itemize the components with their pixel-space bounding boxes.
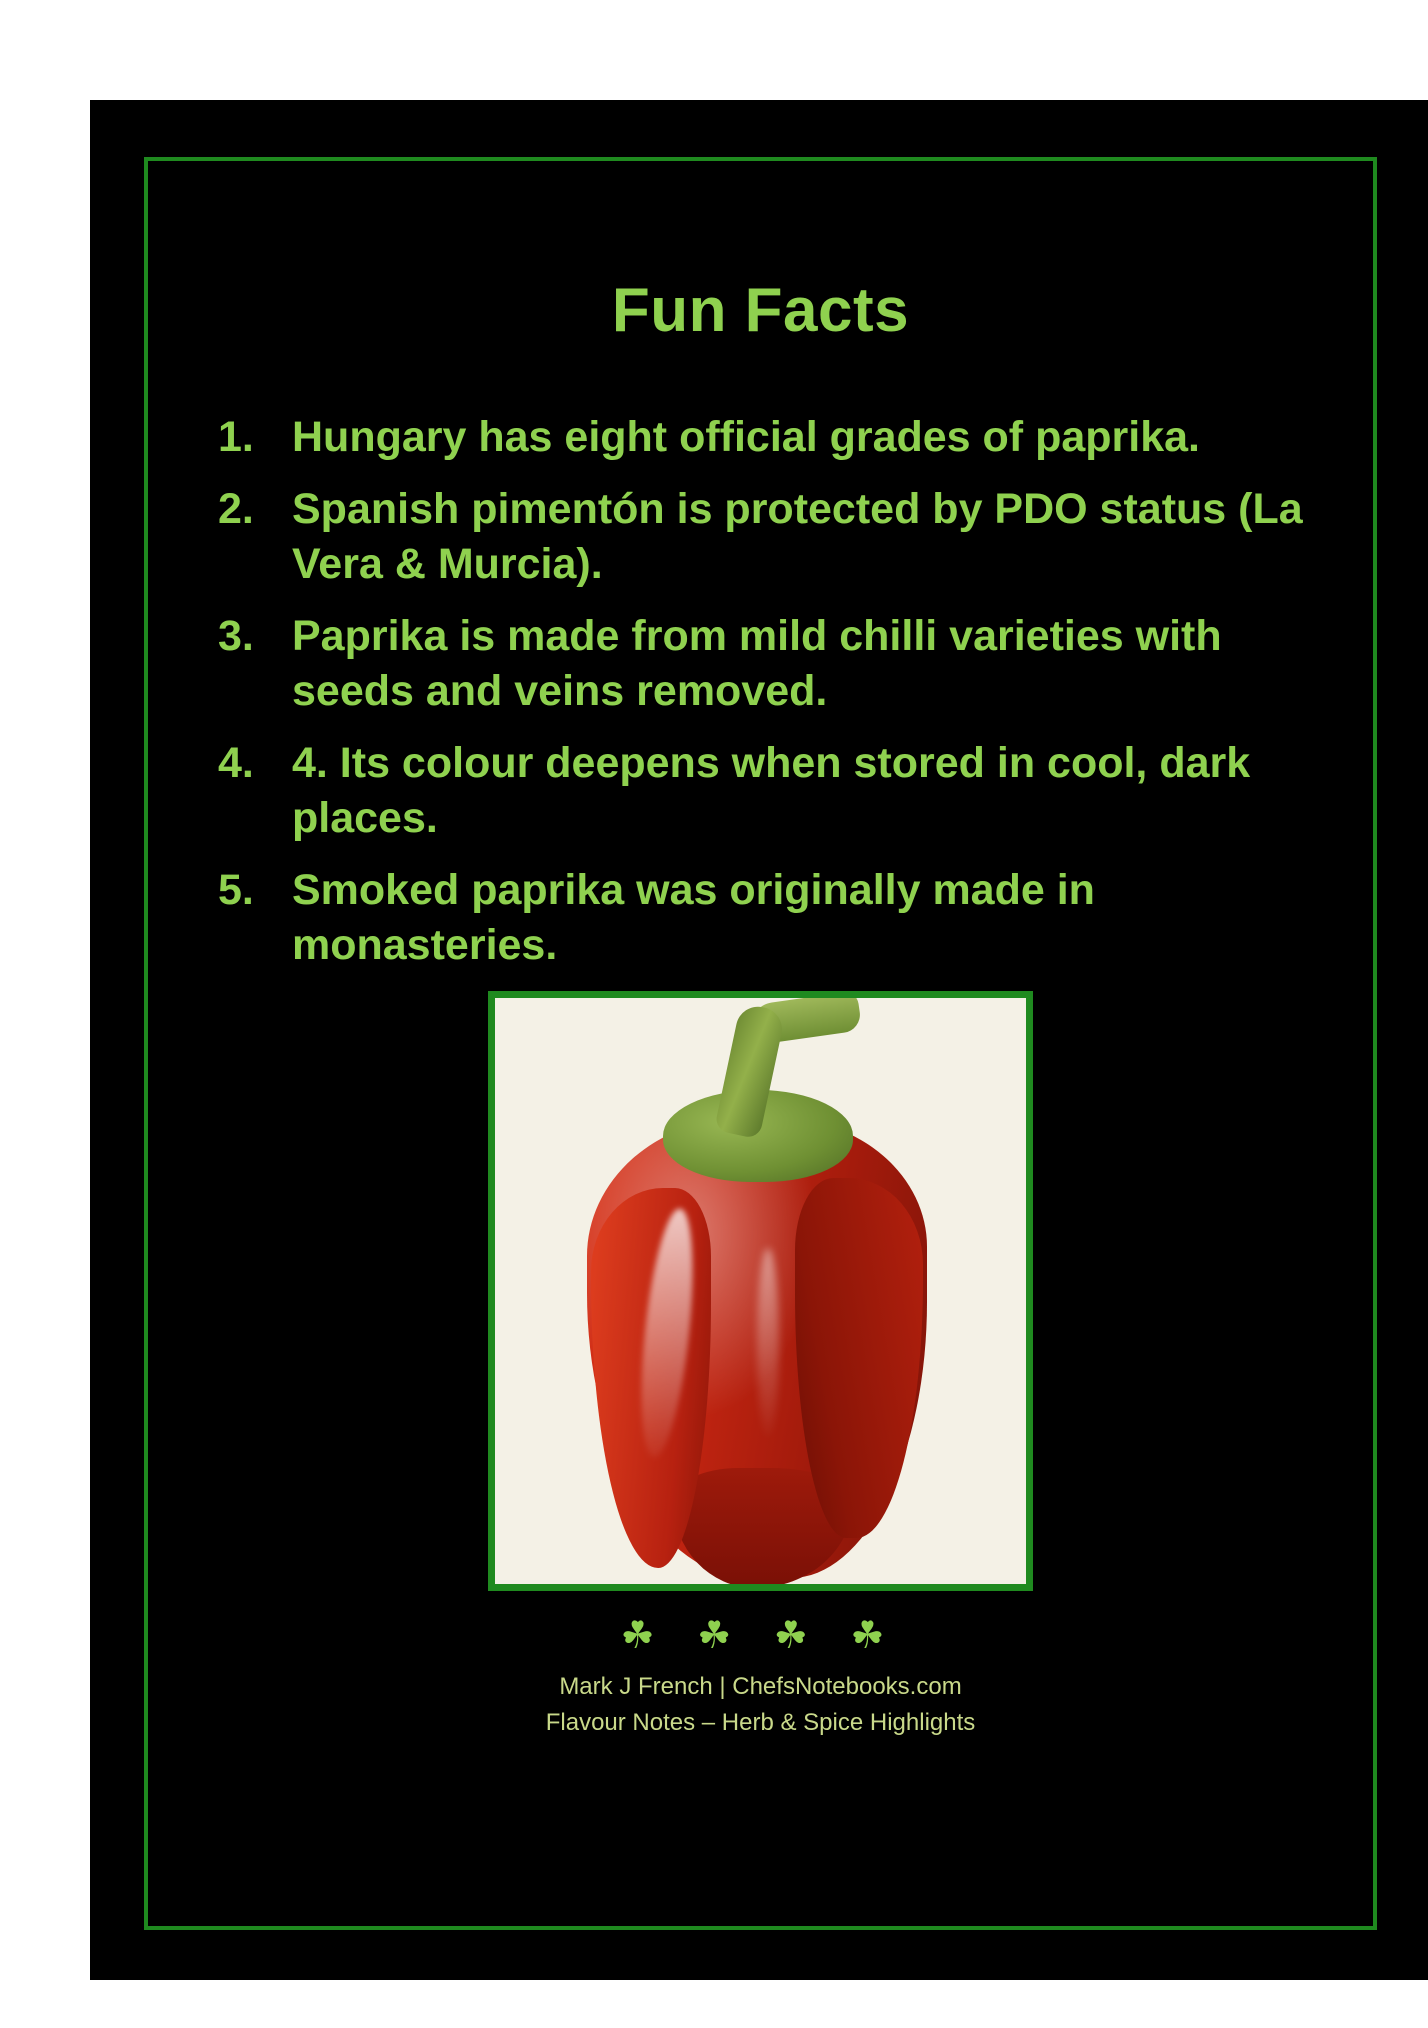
footer-line-author: Mark J French | ChefsNotebooks.com: [559, 1673, 962, 1701]
list-item: Spanish pimentón is protected by PDO status (La Vera & Murcia).: [292, 485, 1303, 589]
list-item: Smoked paprika was originally made in monasteries.: [292, 866, 1095, 970]
fun-facts-list: [170, 410, 1351, 973]
slide-content: [170, 180, 1351, 1920]
red-pepper-illustration: [488, 991, 1033, 1591]
footer-line-series: Flavour Notes – Herb & Spice Highlights: [545, 1709, 976, 1737]
list-item: Hungary has eight official grades of paprika.: [292, 413, 1200, 461]
footer-credit: [170, 1669, 1351, 1741]
list-item: 4. Its colour deepens when stored in cool, dark places.: [292, 739, 1251, 843]
herb-sprig-icon: ☘ ☘ ☘ ☘: [620, 1615, 901, 1658]
list-item: Paprika is made from mild chilli varieties with seeds and veins removed.: [292, 612, 1222, 716]
pepper-highlight-secondary: [757, 1248, 779, 1438]
page-title: Fun Facts: [611, 276, 910, 345]
slide-card: [90, 100, 1428, 1980]
